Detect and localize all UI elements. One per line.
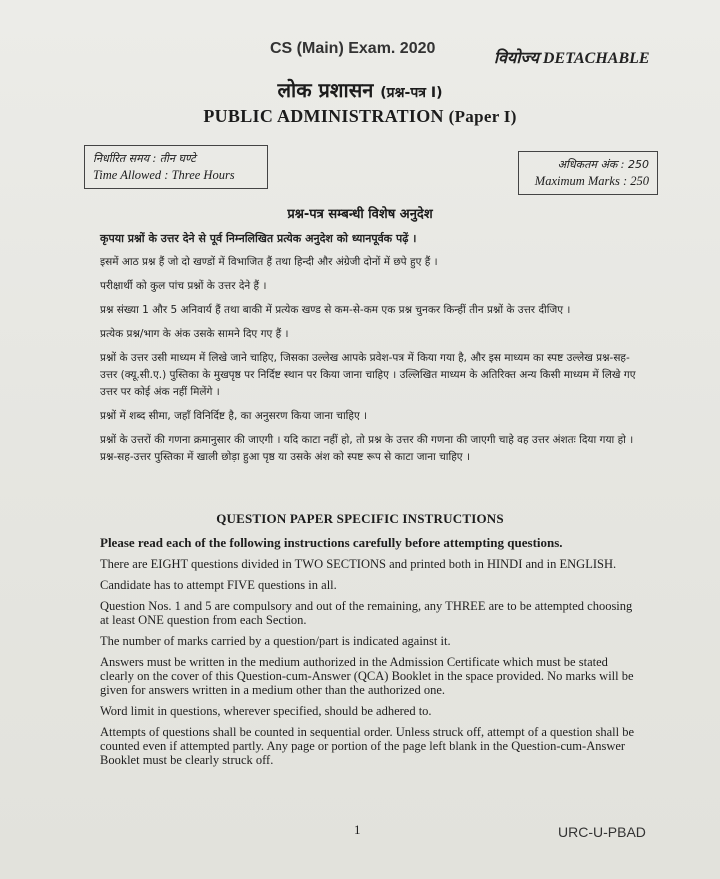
english-instruction: Question Nos. 1 and 5 are compulsory and out of the remaining, any THREE are to be attempted choosing at least ONE question from each Section. (100, 599, 633, 627)
detachable-label: वियोज्य DETACHABLE (494, 50, 650, 67)
english-instruction: Attempts of questions shall be counted in sequential order. Unless struck off, attempt of a question shall be counted even if attempted partly. Any page or portion of the page left blank in the Question-cum-Answer Booklet must be clearly struck off. (100, 725, 635, 767)
paper-code: URC-U-PBAD (558, 824, 646, 840)
english-instruction: The number of marks carried by a question/part is indicated against it. (100, 634, 451, 648)
title-hindi (0, 76, 720, 103)
english-instructions-heading: QUESTION PAPER SPECIFIC INSTRUCTIONS (216, 511, 504, 526)
hindi-instruction: इसमें आठ प्रश्न हैं जो दो खण्डों में विभाजित हैं तथा हिन्दी और अंग्रेजी दोनों में छपे हुए हैं । (100, 256, 438, 268)
hindi-instructions (100, 230, 645, 473)
title-hindi-text: लोक प्रशासन (277, 78, 374, 102)
english-instruction: Answers must be written in the medium authorized in the Admission Certificate which must be stated clearly on the cover of this Question-cum-Answer (QCA) Booklet in the space provided. No marks will be given for answers written in a medium other than the authorized one. (100, 655, 634, 697)
exam-code: CS (Main) Exam. 2020 (270, 40, 436, 57)
english-instruction: There are EIGHT questions divided in TWO SECTIONS and printed both in HINDI and in ENGLISH. (100, 557, 617, 571)
time-allowed-english: Time Allowed : Three Hours (93, 168, 235, 182)
hindi-instruction: कृपया प्रश्नों के उत्तर देने से पूर्व निम्नलिखित प्रत्येक अनुदेश को ध्यानपूर्वक पढ़ें । (100, 232, 417, 245)
page-number: 1 (354, 822, 361, 837)
title-english-text: PUBLIC ADMINISTRATION (203, 106, 444, 126)
hindi-instruction: प्रश्न संख्या 1 और 5 अनिवार्य हैं तथा बाकी में प्रत्येक खण्ड से कम-से-कम एक प्रश्न चुनकर किन्हीं तीन प्रश्नों के उत्तर दीजिए । (100, 304, 571, 316)
maximum-marks-box (518, 151, 658, 195)
title-hindi-paper: (प्रश्न-पत्र I) (380, 85, 443, 101)
hindi-instructions-heading: प्रश्न-पत्र सम्बन्धी विशेष अनुदेश (287, 207, 433, 222)
english-instructions (100, 536, 640, 774)
hindi-instruction: प्रश्नों के उत्तर उसी माध्यम में लिखे जाने चाहिए, जिसका उल्लेख आपके प्रवेश-पत्र में किया गया है, और इस माध्यम का स्पष्ट उल्लेख प्रश्न-सह-उत्तर (क्यू.सी.ए.) पुस्तिका के मुखपृष्ठ पर निर्दिष्ट स्थान पर किया जाना चाहिए । उल्लिखित माध्यम के अतिरिक्त अन्य किसी माध्यम में लिखे गए उत्तर पर कोई अंक नहीं मिलेंगे । (100, 352, 636, 398)
title-english (0, 106, 720, 127)
time-allowed-box (84, 145, 268, 189)
hindi-instruction: प्रश्नों के उत्तरों की गणना क्रमानुसार की जाएगी । यदि काटा नहीं हो, तो प्रश्न के उत्तर की गणना की जाएगी चाहे वह उत्तर अंशतः दिया गया हो । प्रश्न-सह-उत्तर पुस्तिका में खाली छोड़ा हुआ पृष्ठ या उसके अंश को स्पष्ट रूप से काटा जाना चाहिए । (100, 434, 634, 463)
english-instruction: Candidate has to attempt FIVE questions in all. (100, 578, 337, 592)
title-english-paper: (Paper I) (448, 107, 517, 126)
maximum-marks-hindi: अधिकतम अंक : 250 (557, 158, 649, 171)
english-instruction: Please read each of the following instructions carefully before attempting questions. (100, 535, 563, 550)
time-allowed-hindi: निर्धारित समय : तीन घण्टे (93, 152, 196, 165)
hindi-instruction: परीक्षार्थी को कुल पांच प्रश्नों के उत्तर देने हैं । (100, 280, 267, 292)
hindi-instruction: प्रत्येक प्रश्न/भाग के अंक उसके सामने दिए गए हैं । (100, 328, 289, 340)
maximum-marks-english: Maximum Marks : 250 (534, 174, 649, 188)
english-instruction: Word limit in questions, wherever specified, should be adhered to. (100, 704, 432, 718)
hindi-instruction: प्रश्नों में शब्द सीमा, जहाँ विनिर्दिष्ट है, का अनुसरण किया जाना चाहिए । (100, 410, 368, 422)
